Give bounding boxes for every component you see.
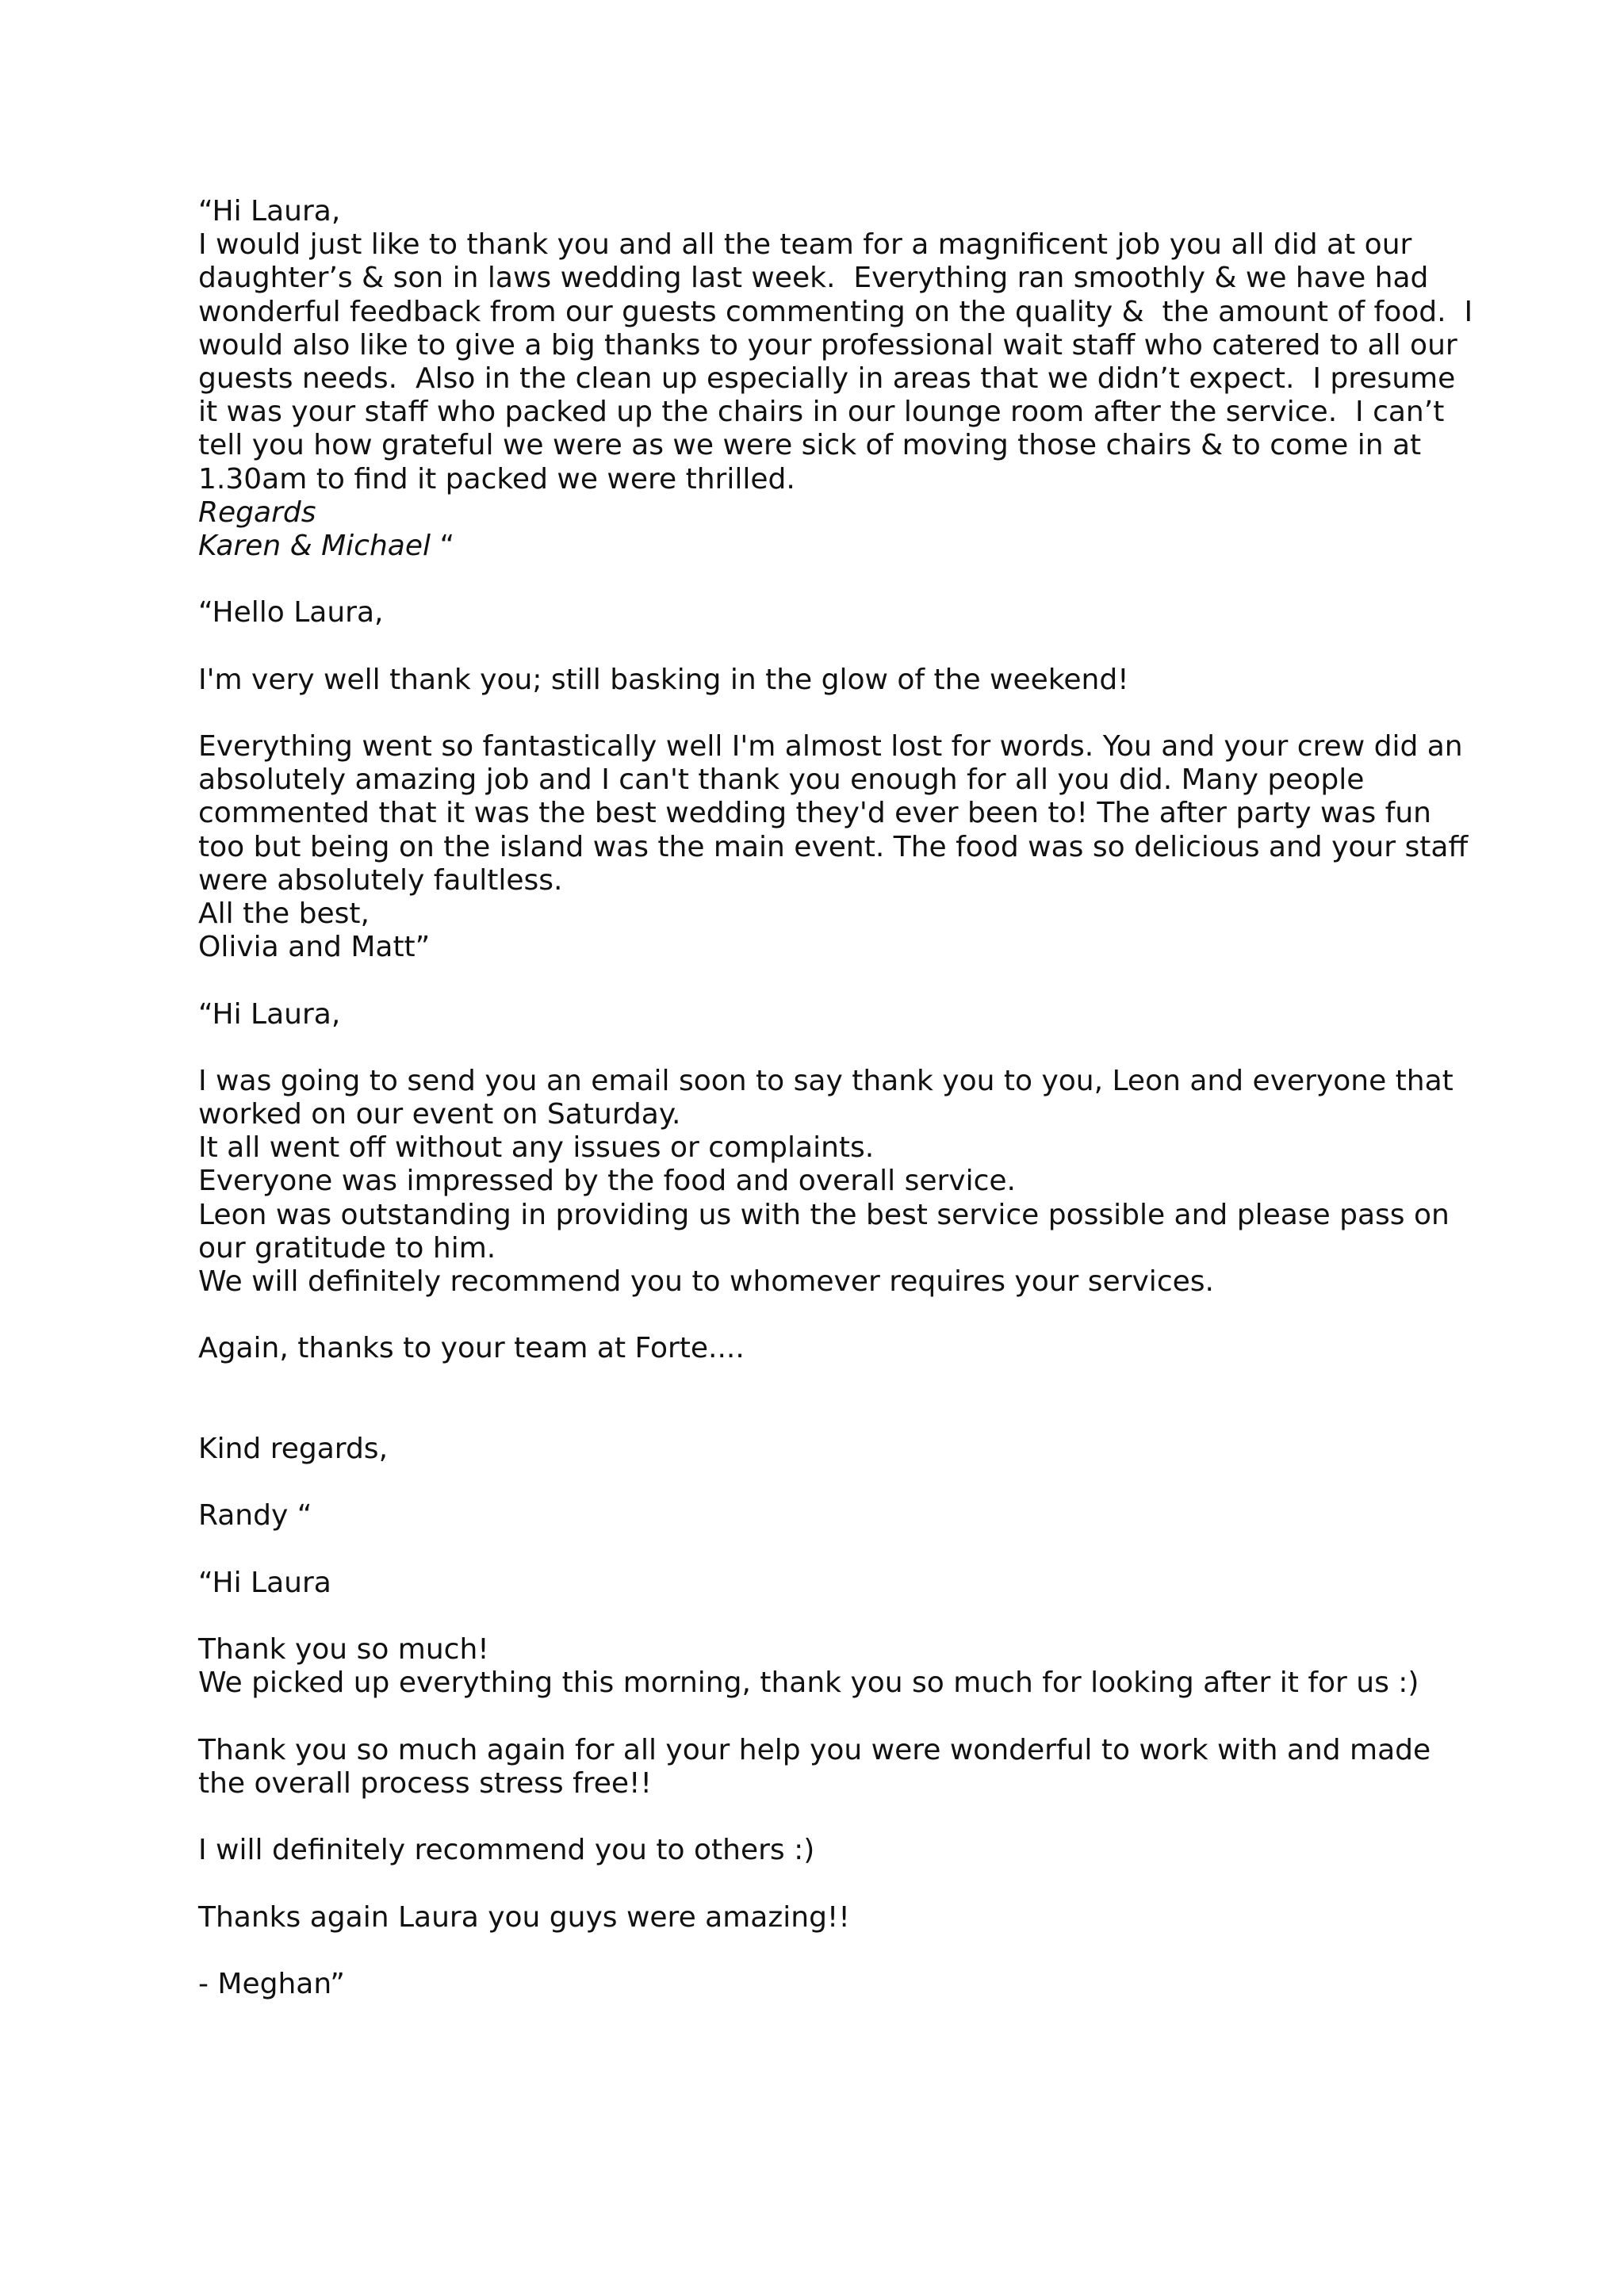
salutation: “Hi Laura,: [198, 997, 341, 1031]
intro: I'm very well thank you; still basking in the glow of the weekend!: [198, 663, 1129, 696]
body-line: 1.30am to find it packed we were thrilled.: [198, 462, 795, 496]
closing: Regards: [198, 496, 316, 529]
body-line: I will definitely recommend you to others :): [198, 1834, 815, 1867]
letter-randy: [198, 998, 1507, 1533]
body-line: wonderful feedback from our guests commenting on the quality & the amount of food. I: [198, 295, 1473, 328]
body-line: We will definitely recommend you to whomever requires your services.: [198, 1265, 1214, 1298]
body-line: Everything went so fantastically well I'm almost lost for words. You and your crew did an: [198, 730, 1463, 763]
signature: Randy “: [198, 1499, 312, 1533]
body-line: I would just like to thank you and all the team for a magnificent job you all did at our: [198, 228, 1412, 262]
salutation: “Hi Laura: [198, 1566, 331, 1599]
body-line: daughter’s & son in laws wedding last week. Everything ran smoothly & we have had: [198, 262, 1429, 295]
letter-meghan: [198, 1567, 1507, 2001]
body-line: absolutely amazing job and I can't thank you enough for all you did. Many people: [198, 763, 1365, 797]
signature-line: [198, 530, 1507, 563]
body-line: I was going to send you an email soon to say thank you to you, Leon and everyone that: [198, 1064, 1454, 1097]
salutation: “Hello Laura,: [198, 596, 384, 629]
salutation: “Hi Laura,: [198, 195, 341, 228]
body-line: Thank you so much!: [198, 1633, 489, 1667]
body-line: it was your staff who packed up the chairs in our lounge room after the service. I can’t: [198, 396, 1445, 429]
body-line: Thank you so much again for all your help you were wonderful to work with and made: [198, 1733, 1431, 1766]
body-line: were absolutely faultless.: [198, 863, 563, 897]
body-line: worked on our event on Saturday.: [198, 1098, 681, 1131]
testimonials-document: [198, 195, 1507, 2001]
body-line: Everyone was impressed by the food and overall service.: [198, 1165, 1016, 1198]
thanks-line: Again, thanks to your team at Forte....: [198, 1332, 745, 1365]
body-line: commented that it was the best wedding they'd ever been to! The after party was fun: [198, 797, 1431, 830]
letter-karen-michael: [198, 195, 1507, 563]
letter-olivia-matt: [198, 596, 1507, 964]
signature: Olivia and Matt”: [198, 931, 431, 964]
signature: - Meghan”: [198, 1967, 345, 2000]
body-line: guests needs. Also in the clean up especially in areas that we didn’t expect. I presume: [198, 362, 1456, 395]
signature-quote: “: [431, 529, 455, 562]
body-line: too but being on the island was the main event. The food was so delicious and your staff: [198, 830, 1469, 863]
closing: All the best,: [198, 897, 370, 930]
body-line: Leon was outstanding in providing us with the best service possible and please pass on: [198, 1198, 1450, 1231]
body-line: It all went off without any issues or complaints.: [198, 1131, 875, 1165]
body-line: the overall process stress free!!: [198, 1766, 652, 1800]
body-line: Thanks again Laura you guys were amazing!!: [198, 1900, 850, 1934]
body-line: We picked up everything this morning, thank you so much for looking after it for us :): [198, 1667, 1419, 1700]
signature: Karen & Michael: [198, 529, 431, 562]
closing: Kind regards,: [198, 1432, 389, 1465]
body-line: our gratitude to him.: [198, 1231, 496, 1265]
body-line: would also like to give a big thanks to your professional wait staff who catered to all our: [198, 328, 1457, 362]
body-line: tell you how grateful we were as we were sick of moving those chairs & to come in at: [198, 429, 1422, 462]
